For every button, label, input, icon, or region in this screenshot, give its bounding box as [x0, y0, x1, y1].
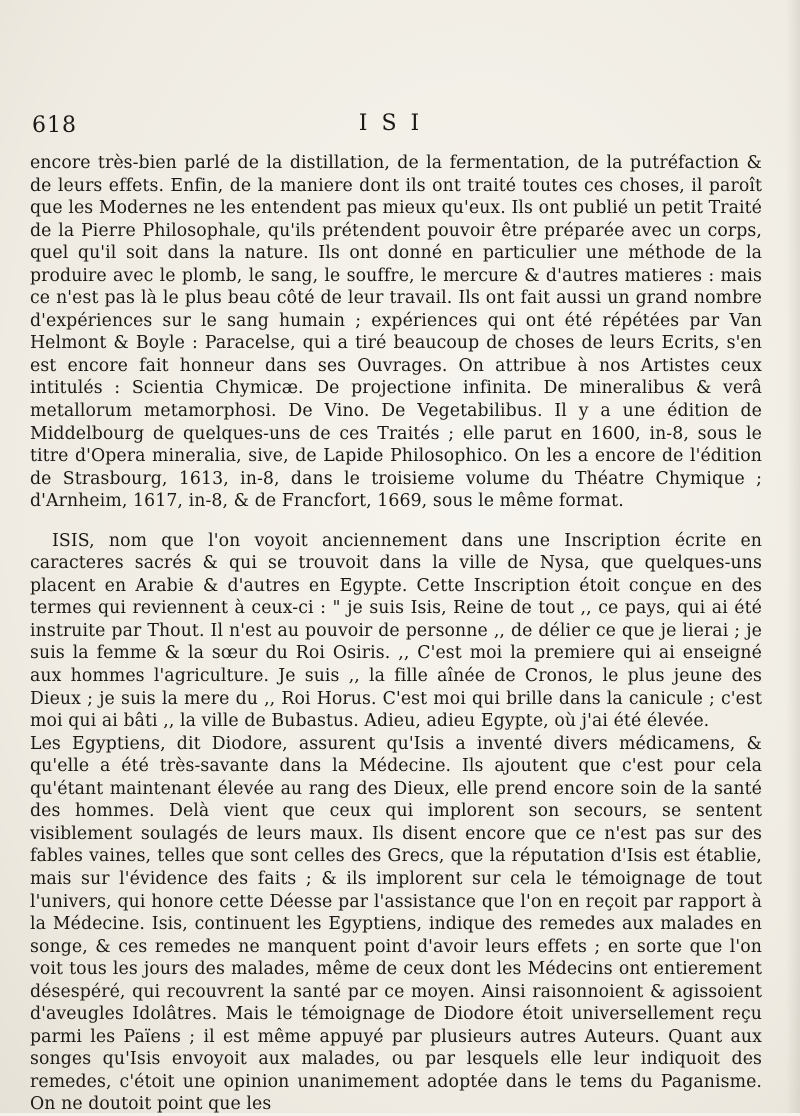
paragraph-egyptians: Les Egyptiens, dit Diodore, assurent qu'Isis a inventé divers médicamens, & qu'elle a été très-savante dans la Médecine. Ils ajoutent que c'est pour cela qu'étant maintenant élevée au rang des Dieux, elle prend encore soin de la santé des hommes. Delà vient que ceux qui implorent son secours, se sentent visiblement soulagés de leurs maux. Ils disent encore que ce n'est pas sur des fables vaines, telles que sont celles des Grecs, que la réputation d'Isis est établie, mais sur l'évidence des faits ; & ils implorent sur cela le témoignage de tout l'univers, qui honore cette Déesse par l'assistance que l'on en reçoit par rapport à la Médecine. Isis, continuent les Egyptiens, indique des remedes aux malades en songe, & ces remedes ne manquent point d'avoir leurs effets ; en sorte que l'on voit tous les jours des malades, même de ceux dont les Médecins ont entierement désespéré, qui recouvrent la santé par ce moyen. Ainsi raisonnoient & agissoient d'aveugles Idolâtres. Mais le témoignage de Diodore étoit universellement reçu parmi les Païens ; il est même appuyé par plusieurs autres Auteurs. Quant aux songes qu'Isis envoyoit aux malades, ou par lesquels elle leur indiquoit des remedes, c'étoit une opinion unanimement adoptée dans le tems du Paganisme. On ne doutoit point que les [30, 733, 762, 1115]
entry-separator [30, 513, 762, 530]
paragraph-continuation: encore très-bien parlé de la distillation, de la fermentation, de la putréfaction & de leurs effets. Enfin, de la maniere dont ils ont traité toutes ces choses, il paroît que les Modernes ne les entendent pas mieux qu'eux. Ils ont publié un petit Traité de la Pierre Philosophale, qu'ils prétendent pouvoir être préparée avec un corps, quel qu'il soit dans la nature. Ils ont donné en particulier une méthode de la produire avec le plomb, le sang, le souffre, le mercure & d'autres matieres : mais ce n'est pas là le plus beau côté de leur travail. Ils ont fait aussi un grand nombre d'expériences sur le sang humain ; expériences qui ont été répétées par Van Helmont & Boyle : Paracelse, qui a tiré beaucoup de choses de leurs Ecrits, s'en est encore fait honneur dans ses Ouvrages. On attribue à nos Artistes ceux intitulés : Scientia Chymicæ. De projectione infinita. De mineralibus & verâ metallorum metamorphosi. De Vino. De Vegetabilibus. Il y a une édition de Middelbourg de quelques-uns de ces Traités ; elle parut en 1600, in-8, sous le titre d'Opera mineralia, sive, de Lapide Philosophico. On les a encore de l'édition de Strasbourg, 1613, in-8, dans le troisieme volume du Théatre Chymique ; d'Arnheim, 1617, in-8, & de Francfort, 1669, sous le même format. [30, 153, 762, 512]
paragraph-isis-entry: ISIS, nom que l'on voyoit anciennement dans une Inscription écrite en caracteres sacrés & qui se trouvoit dans la ville de Nysa, que quelques-uns placent en Arabie & d'autres en Egypte. Cette Inscription étoit conçue en des termes qui reviennent à ceux-ci : " je suis Isis, Reine de tout ,, ce pays, qui ai été instruite par Thout. Il n'est au pouvoir de personne ,, de délier ce que je lierai ; je suis la femme & la sœur du Roi Osiris. ,, C'est moi la premiere qui ai enseigné aux hommes l'agriculture. Je suis ,, la fille aînée de Cronos, le plus jeune des Dieux ; je suis la mere du ,, Roi Horus. C'est moi qui brille dans la canicule ; c'est moi qui ai bâti ,, la ville de Bubastus. Adieu, adieu Egypte, où j'ai été élevée. [30, 530, 762, 732]
page-header [30, 0, 762, 152]
page-edge-shadow [786, 0, 800, 1113]
body-text [30, 152, 762, 1116]
page-number: 618 [32, 113, 77, 138]
running-head: ISI [358, 111, 434, 136]
